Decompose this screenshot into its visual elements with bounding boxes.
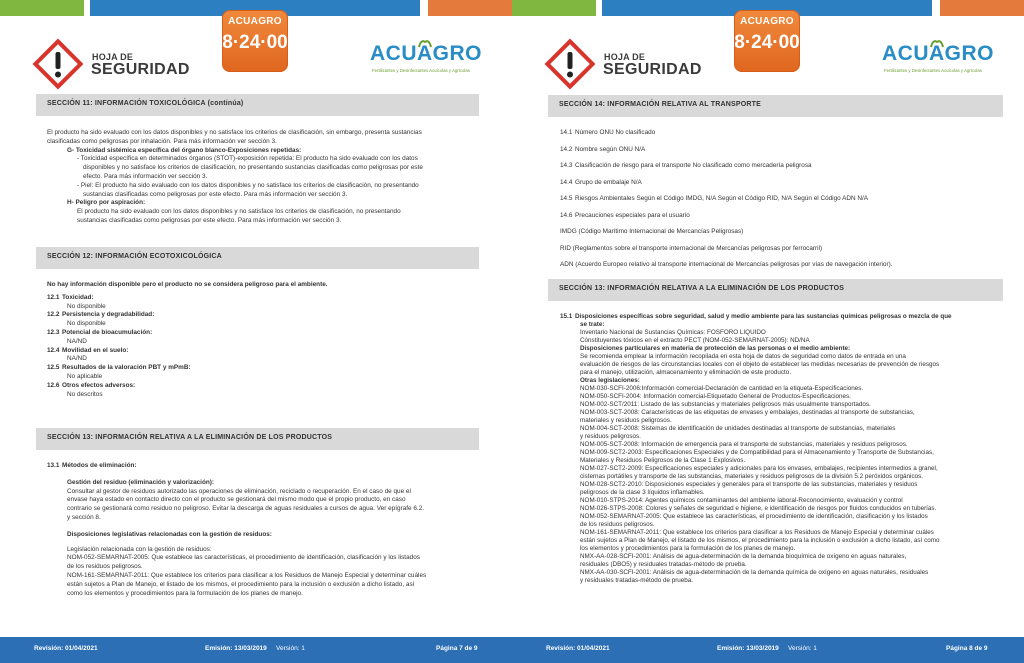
section-12-title: SECCIÓN 12: INFORMACIÓN ECOTOXICOLÓGICA — [47, 253, 222, 260]
section-11-header — [36, 94, 479, 116]
item-15-1-cont: se trate: — [580, 321, 605, 328]
note-line: ADN (Acuerdo Europeo relativo al transporte internacional de Mercancías peligrosas por vías de navegación interior). — [560, 261, 893, 268]
document-page-8 — [512, 0, 1024, 663]
subsection-h-title: H- Peligro por aspiración: — [67, 199, 146, 207]
list-item-12-2: 12.2 Persistencia y degradabilidad: — [47, 311, 155, 319]
paragraph-line: Materiales y Residuos Peligrosos de la Clase 1 Explosivos. — [580, 457, 746, 464]
paragraph-line: cisternas portátiles y transporte de las substancias, materiales y residuos peligrosos de la división 5.2 peróxidos orgánicos. — [580, 473, 924, 480]
paragraph-line: NOM-028-SCT2-2010: Disposiciones especiales y generales para el transporte de las substancias, materiales y residuos — [580, 481, 918, 488]
paragraph-line: NOM-026-STPS-2008: Colores y señales de seguridad e higiene, e identificación de riesgos por fluidos conducidos en tuberías. — [580, 505, 937, 512]
paragraph-line: Cónstituyentes tóxicos en el extracto PECT (NOM-052-SEMARNAT-2005): ND/NA — [580, 337, 810, 344]
paragraph-line: materiales y residuos peligrosos. — [580, 417, 672, 424]
item-13-1: 13.1 Métodos de eliminación: — [47, 462, 137, 469]
page-footer — [512, 637, 1024, 663]
section-13-title: SECCIÓN 13: INFORMACIÓN RELATIVA A LA ELIMINACIÓN DE LOS PRODUCTOS — [47, 434, 333, 441]
leaf-icon — [418, 38, 432, 48]
paragraph-line: NOM-030-SCFI-2006:Información comercial-Declaración de cantidad en la etiqueta-Especificaciones. — [580, 385, 864, 392]
paragraph-line: NOM-003-SCT-2008: Características de las etiquetas de envases y embalajes, destinadas al transporte de substancias, — [580, 409, 915, 416]
paragraph-line: NOM-161-SEMARNAT-2011: Que establece los criterios para clasificar a los Residuos de Manejo Especial y determinar cuáles — [580, 529, 934, 536]
version-label: Versión: 1 — [276, 645, 305, 652]
paragraph-line: disponibles y no satisface los criterios de clasificación, no presentando sustancias clasificadas como peligrosas por este — [83, 164, 423, 172]
otras-title: Otras legislaciones: — [580, 377, 640, 384]
top-bar-green — [0, 0, 84, 16]
logo-text: ACUAGRO — [882, 42, 994, 65]
logo-tagline: Fertilizantes y Desinfectantes Acuícolas y Agrícolas — [884, 68, 982, 73]
section-15-title: SECCIÓN 13: INFORMACIÓN RELATIVA A LA ELIMINACIÓN DE LOS PRODUCTOS — [559, 285, 845, 292]
page-footer — [0, 637, 512, 663]
paragraph-line: - Piel: El producto ha sido evaluado con los datos disponibles y no satisface los criterios de clasificación, no presentando — [77, 181, 419, 189]
note-line: RID (Reglamentos sobre el transporte internacional de Mercancías peligrosas por ferrocarril) — [560, 244, 823, 252]
section-12-header — [36, 247, 479, 269]
paragraph-line: evaluación de riesgos de las circunstancias locales con el objeto de establecer las medidas necesarias de prevención de riesgos — [580, 361, 940, 368]
paragraph-line: El producto ha sido evaluado con los datos disponibles y no satisface los criterios de clasificación, sin embargo, presenta sustancias — [47, 129, 422, 136]
product-badge — [734, 10, 800, 72]
list-item-value: No disponible — [67, 320, 106, 328]
leaf-icon — [930, 38, 944, 48]
paragraph-line: Inventario Nacional de Sustancias Químicas: FOSFORO LIQUIDO — [580, 329, 766, 336]
list-item-12-5: 12.5 Resultados de la valoración PBT y mPmB: — [47, 364, 191, 372]
list-item-12-1: 12.1 Toxicidad: — [47, 293, 94, 301]
top-bar-orange — [428, 0, 512, 16]
list-item-value: No disponible — [67, 302, 106, 310]
doc-type-label: HOJA DE — [604, 52, 646, 62]
paragraph-line: envase haya estado en contacto directo con el producto se gestionará del mismo modo que el propio producto, en caso — [67, 496, 406, 504]
paragraph-line: NOM-050-SCFI-2004: Información comercial-Etiquetado General de Productos-Especificaciones. — [580, 393, 851, 400]
list-item-12-4: 12.4 Movilidad en el suelo: — [47, 346, 129, 354]
hazard-warning-icon — [32, 38, 84, 90]
paragraph-line: sustancias clasificadas como peligrosas por este efecto. Para más información ver sección 3. — [83, 190, 348, 198]
doc-type-title: SEGURIDAD — [91, 61, 190, 78]
hazard-warning-icon — [544, 38, 596, 90]
paragraph-line: peligrosos de la clase 3 líquidos inflamables. — [580, 489, 705, 496]
paragraph-line: NOM-161-SEMARNAT-2011: Que establece los criterios para clasificar a los Residuos de Manejo Especial y determinar cuáles — [67, 571, 427, 579]
list-item-14-4: 14.4 Grupo de embalaje N/A — [560, 178, 642, 186]
paragraph-line: de los residuos peligrosos. — [580, 521, 655, 528]
paragraph-line: NOM-004-SCT-2008: Sistemas de identificación de unidades destinadas al transporte de substancias, materiales — [580, 425, 896, 432]
section-14-header — [548, 95, 1003, 117]
paragraph-line: NOM-027-SCT2-2009: Especificaciones especiales y adicionales para los envases, embalajes, recipientes intermedios a granel, — [580, 465, 938, 472]
section-14-title: SECCIÓN 14: INFORMACIÓN RELATIVA AL TRANSPORTE — [559, 101, 761, 108]
product-name: ACUAGRO — [740, 16, 794, 27]
paragraph-line: El producto ha sido evaluado con los datos disponibles y no satisface los criterios de clasificación, no presentando — [77, 208, 401, 216]
product-code: 8·24·00 — [222, 32, 288, 53]
list-item-value: NA/ND — [67, 355, 87, 363]
top-bar-green — [512, 0, 596, 16]
paragraph-line: y residuales tratadas-método de prueba. — [580, 577, 694, 584]
paragraph-line: NMX-AA-028-SCFI-2001: Análisis de agua-determinación de la demanda bioquímica de oxígeno en aguas naturales, — [580, 553, 907, 560]
company-logo — [882, 42, 992, 78]
revision-date: Revisión: 01/04/2021 — [34, 645, 98, 652]
doc-type-title: SEGURIDAD — [603, 61, 702, 78]
revision-date: Revisión: 01/04/2021 — [546, 645, 610, 652]
logo-text: ACUAGRO — [370, 42, 482, 65]
list-item-14-1: 14.1 Número ONU No clasificado — [560, 129, 656, 136]
list-item-value: NA/ND — [67, 337, 87, 345]
paragraph-line: para el manejo, utilización, almacenamiento y eliminación de este producto. — [580, 369, 792, 376]
gestion-title: Gestión del residuo (eliminación y valorización): — [67, 478, 215, 486]
logo-tagline: Fertilizantes y Desinfectantes Acuícolas y Agrícolas — [372, 68, 470, 73]
list-item-value: No aplicable — [67, 372, 103, 380]
paragraph-line: Consultar al gestor de residuos autorizado las operaciones de eliminación, reciclado o recuperación. En el caso de que el — [67, 487, 411, 495]
note-line: IMDG (Código Marítimo Internacional de Mercancías Peligrosas) — [560, 228, 744, 235]
emission-date: Emisión: 13/03/2019 — [205, 645, 267, 652]
paragraph-line: como los elementos y procedimientos para la formulación de los planes de manejo. — [67, 589, 303, 597]
paragraph-line: NOM-052-SEMARNAT-2005: Que establece las características, el procedimiento de identificación, clasificación y los listados — [580, 513, 928, 520]
paragraph-line: y residuos peligrosos. — [580, 433, 641, 440]
paragraph-line: están sujetos a Plan de Manejo, el listado de los mismos, el procedimiento para la inclusión o exclusión a dicho listado, así — [67, 580, 415, 588]
paragraph-line: residuales (DBO5) y residuales tratadas-método de prueba. — [580, 561, 747, 568]
list-item-14-3: 14.3 Clasificación de riesgo para el transporte No clasificado como mercadería peligrosa — [560, 162, 812, 169]
paragraph-line: NOM-052-SEMARNAT-2005: Que establece las características, el procedimiento de identificación, clasificación y los listados — [67, 554, 420, 562]
paragraph-line: Se recomienda emplear la información recopilada en esta hoja de datos de seguridad como datos de entrada en una — [580, 353, 906, 360]
disposiciones-title: Disposiciones legislativas relacionadas con la gestión de residuos: — [67, 530, 272, 538]
paragraph-line: NOM-009-SCT2-2003: Especificaciones Especiales y de Compatibilidad para el Almacenamiento y Transporte de Substancias, — [580, 449, 934, 456]
product-name: ACUAGRO — [228, 16, 282, 27]
paragraph-line: contrario se gestionará como residuo no peligroso. Evitar la descarga de aguas residuales a cursos de agua. Ver epígrafe 6.2. — [67, 505, 425, 513]
version-label: Versión: 1 — [788, 645, 817, 652]
section-12-intro: No hay información disponible pero el producto no se considera peligroso para el ambiente. — [47, 281, 328, 288]
company-logo — [370, 42, 480, 78]
item-15-1: 15.1 Disposiciones específicas sobre seguridad, salud y medio ambiente para las sustancias químicas peligrosas o mezcla de que — [560, 313, 952, 320]
emission-date: Emisión: 13/03/2019 — [717, 645, 779, 652]
paragraph-line: Legislación relacionada con la gestión de residuos: — [67, 545, 212, 553]
paragraph-line: NOM-002-SCT/2011: Listado de las substancias y materiales peligrosos más usualmente transportados. — [580, 401, 871, 408]
list-item-14-6: 14.6 Precauciones especiales para el usuario — [560, 211, 690, 219]
section-13-header — [36, 428, 479, 450]
paragraph-line: - Toxicidad específica en determinados órganos (STOT)-exposición repetida: El producto ha sido evaluado con los datos — [77, 155, 418, 163]
doc-type-label: HOJA DE — [92, 52, 134, 62]
section-11-title: SECCIÓN 11: INFORMACIÓN TOXICOLÓGICA (continúa) — [47, 100, 244, 107]
paragraph-line: de los residuos peligrosos. — [67, 563, 143, 571]
paragraph-line: NOM-010-STPS-2014: Agentes químicos contaminantes del ambiente laboral-Reconocimiento, evaluación y control — [580, 497, 903, 504]
paragraph-line: los elementos y procedimientos para la formulación de los planes de manejo. — [580, 545, 796, 552]
page-number: Página 7 de 9 — [436, 645, 478, 652]
product-code: 8·24·00 — [734, 32, 800, 53]
section-12-body — [47, 281, 477, 399]
particulares-title: Disposiciones particulares en materia de protección de las personas o el medio ambiente: — [580, 345, 851, 352]
list-item-14-5: 14.5 Riesgos Ambientales Según el Código IMDG, N/A Según el Código RID, N/A Según el Código ADN N/A — [560, 195, 869, 202]
list-item-12-6: 12.6 Otros efectos adversos: — [47, 381, 136, 389]
paragraph-line: NMX-AA-030-SCFI-2001: Análisis de agua-determinación de la demanda química de oxígeno en aguas naturales, residuales — [580, 569, 929, 576]
section-15-header — [548, 279, 1003, 301]
product-badge — [222, 10, 288, 72]
list-item-12-3: 12.3 Potencial de bioacumulación: — [47, 328, 153, 336]
section-11-body — [47, 129, 477, 226]
section-14-body — [560, 129, 1000, 269]
paragraph-line: sustancias clasificadas como peligrosas por este efecto. Para más información ver sección 3. — [77, 216, 342, 224]
page-number: Página 8 de 9 — [946, 645, 988, 652]
list-item-14-2: 14.2 Nombre según ONU N/A — [560, 145, 646, 153]
section-15-body — [560, 313, 1000, 585]
paragraph-line: y sección 8. — [67, 513, 101, 521]
list-item-value: No descritos — [67, 390, 103, 398]
subsection-g-title: G- Toxicidad sistémica específica del órgano blanco-Exposiciones repetidas: — [67, 146, 302, 154]
paragraph-line: efecto. Para más información ver sección 3. — [83, 172, 208, 180]
top-bar-orange — [940, 0, 1024, 16]
paragraph-line: NOM-005-SCT-2008: Información de emergencia para el transporte de substancias, materiales y residuos peligrosos. — [580, 441, 908, 448]
section-13-body — [47, 462, 477, 598]
paragraph-line: clasificadas como peligrosas por inhalación. Para más información ver sección 3. — [47, 137, 277, 145]
paragraph-line: están sujetos a Plan de Manejo, el listado de los mismos, el procedimiento para la inclusión o exclusión a dicho listado, así como — [580, 537, 940, 544]
